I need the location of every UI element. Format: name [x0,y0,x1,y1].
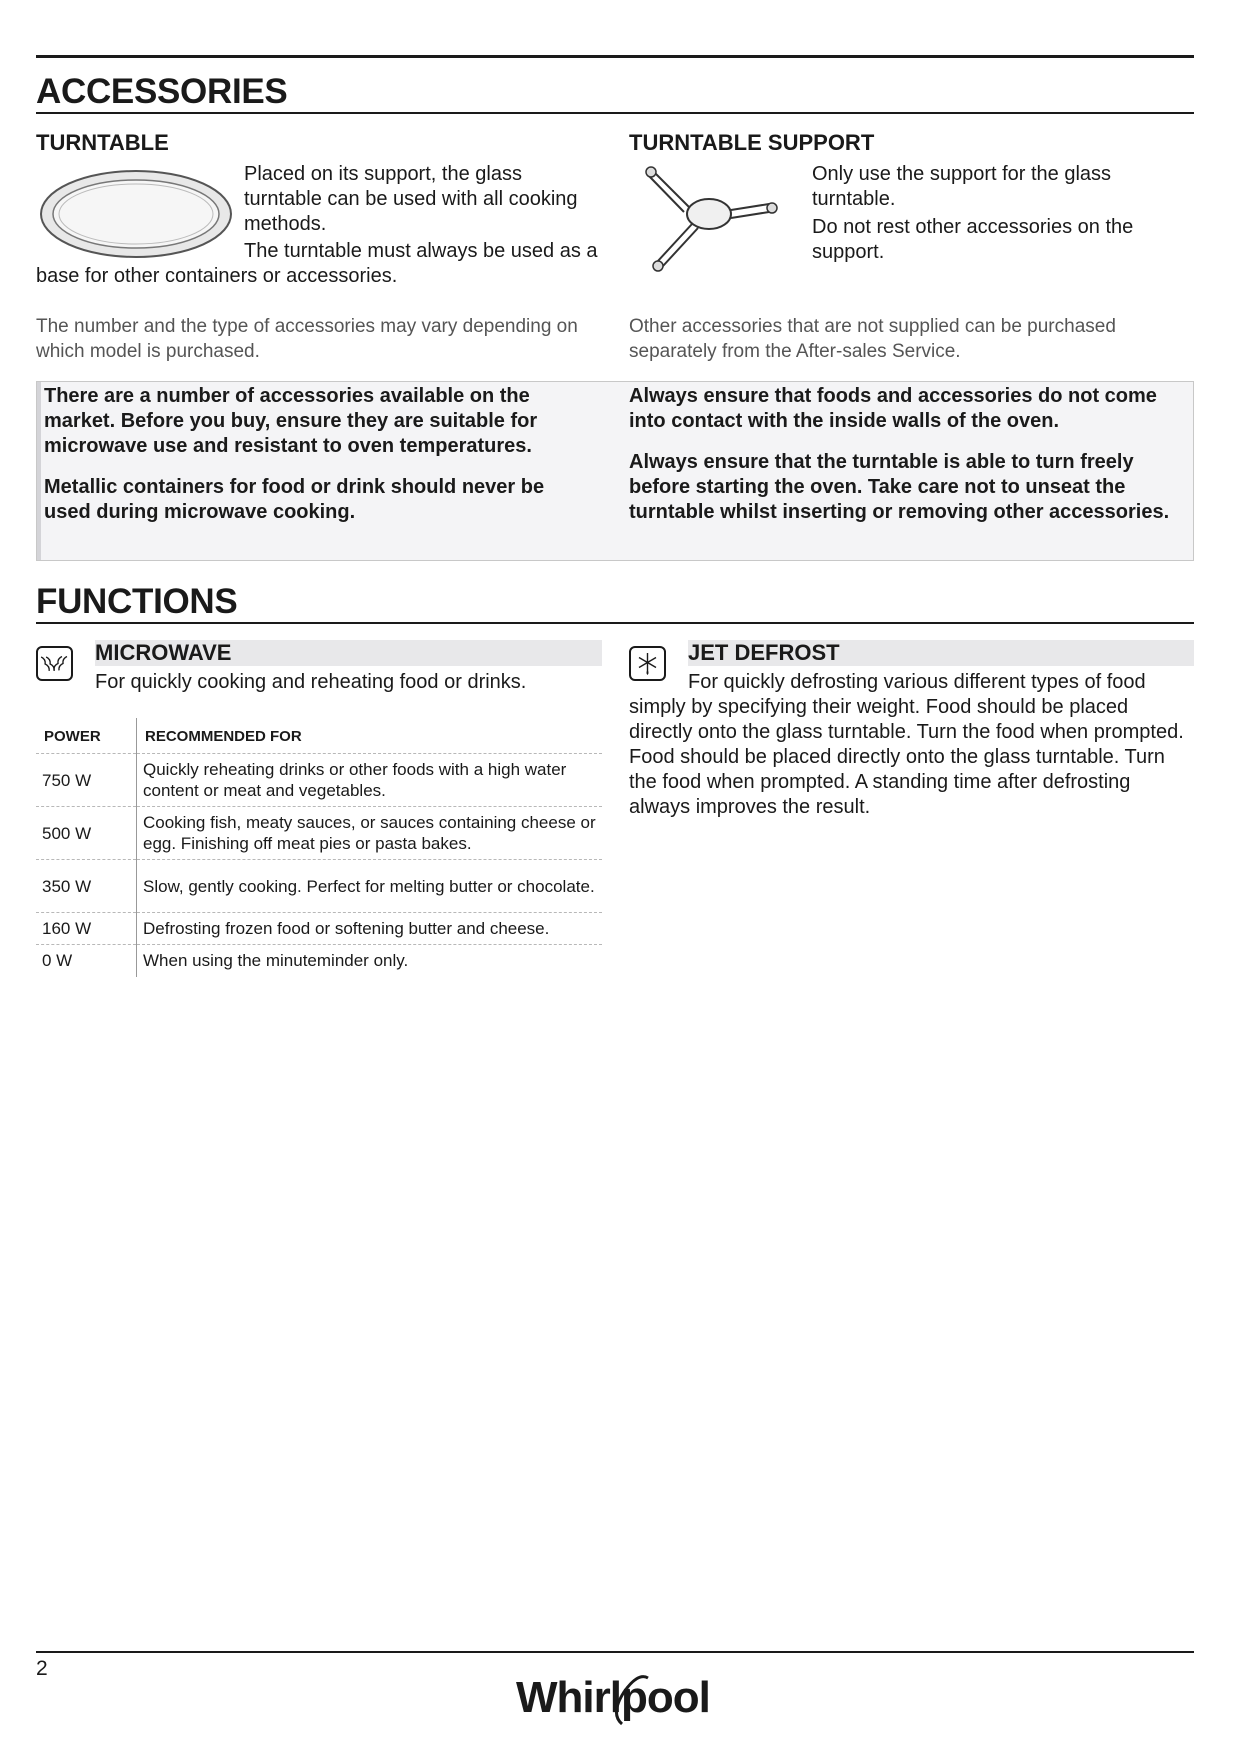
recommended-cell: Slow, gently cooking. Perfect for melting butter or chocolate. [137,860,603,913]
table-row [36,754,602,807]
recommended-cell: Cooking fish, meaty sauces, or sauces containing cheese or egg. Finishing off meat pies or pasta bakes. [137,807,603,860]
recommended-cell: Quickly reheating drinks or other foods with a high water content or meat and vegetables. [137,754,603,807]
top-rule [36,55,1194,58]
brand-wordmark: Whirlpool [516,1673,710,1722]
power-column-header: POWER [36,718,137,754]
turntable-section [36,130,602,289]
accessories-note-left: The number and the type of accessories may vary depending on which model is purchased. [36,316,578,362]
notice-left-column [44,384,594,525]
jet-defrost-text: For quickly defrosting various different types of food simply by specifying their weight. Food should be placed directly onto the glass turntable. Turn the food when prompted. Food should be placed directly onto the glass turntable. Turn the food when prompted. A standing time after defrosting always improves the result. [629,671,1184,818]
table-row [36,945,602,977]
turntable-text-2: The turntable must always be used as a base for other containers or accessories. [36,240,598,287]
table-row [36,807,602,860]
microwave-title: MICROWAVE [95,640,602,666]
microwave-text: For quickly cooking and reheating food or drinks. [95,671,527,693]
turntable-support-body [629,162,1194,265]
recommended-cell: Defrosting frozen food or softening butter and cheese. [137,913,603,945]
whirlpool-logo [514,1664,714,1736]
notice-right-1: Always ensure that foods and accessories do not come into contact with the inside walls of the oven. [629,385,1157,432]
turntable-support-section [629,130,1194,277]
page-number: 2 [36,1657,48,1680]
functions-heading-rule [36,622,1194,624]
turntable-glass-icon [36,164,236,264]
microwave-section [36,640,602,980]
turntable-support-text-2: Do not rest other accessories on the support. [812,216,1134,263]
accessories-heading-rule [36,112,1194,114]
table-row [36,860,602,913]
microwave-power-table [36,718,602,977]
manual-page [36,0,1194,1754]
functions-heading: FUNCTIONS [36,582,238,621]
footer-rule [36,1651,1194,1653]
turntable-support-title: TURNTABLE SUPPORT [629,130,875,155]
notice-box-left-bar [37,382,41,560]
table-row [36,913,602,945]
turntable-support-icon [629,162,804,277]
turntable-text-1: Placed on its support, the glass turntable can be used with all cooking methods. [244,163,578,235]
turntable-title: TURNTABLE [36,130,169,155]
accessories-heading: ACCESSORIES [36,72,288,111]
power-cell: 500 W [36,807,137,860]
power-cell: 350 W [36,860,137,913]
turntable-body [36,162,602,289]
turntable-support-text-1: Only use the support for the glass turntable. [812,163,1112,210]
notice-left-1: There are a number of accessories available on the market. Before you buy, ensure they are suitable for microwave use and resistant to oven temperatures. [44,385,538,457]
microwave-waves-icon [36,646,73,681]
accessories-note-right: Other accessories that are not supplied can be purchased separately from the After-sales Service. [629,316,1116,362]
accessories-notice-box [36,381,1194,561]
notice-right-2: Always ensure that the turntable is able to turn freely before starting the oven. Take care not to unseat the turntable whilst inserting or removing other accessories. [629,451,1170,523]
notice-right-column [629,384,1189,525]
jet-defrost-title: JET DEFROST [688,640,1194,666]
power-cell: 160 W [36,913,137,945]
recommended-cell: When using the minuteminder only. [137,945,603,977]
power-cell: 750 W [36,754,137,807]
notice-left-2: Metallic containers for food or drink should never be used during microwave cooking. [44,476,545,523]
power-cell: 0 W [36,945,137,977]
recommended-column-header: RECOMMENDED FOR [145,727,302,745]
